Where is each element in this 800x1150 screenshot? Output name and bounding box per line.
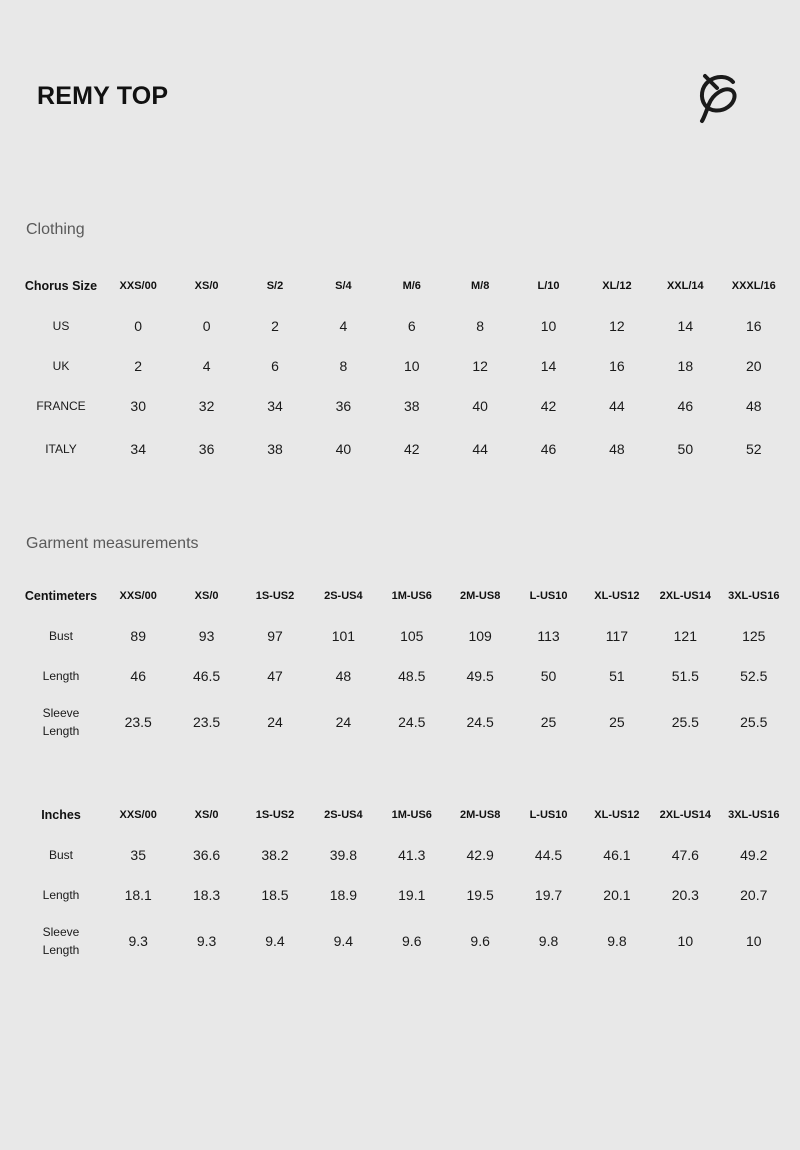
table-cell: 18.9 (329, 887, 357, 903)
table-cell: 42 (403, 441, 420, 457)
column-header: M/8 (470, 280, 490, 292)
table-cell: 47 (267, 668, 283, 684)
table-cell: 50 (677, 441, 694, 457)
column-header: XXS/00 (119, 809, 157, 821)
table-cell: 40 (472, 398, 488, 414)
table-cell: 101 (331, 628, 356, 644)
table-cell: 32 (198, 398, 215, 414)
row-label: FRANCE (36, 399, 86, 413)
column-header: 2XL-US14 (659, 809, 711, 821)
table-cell: 10 (745, 933, 762, 949)
column-header: S/2 (266, 280, 284, 292)
table-cell: 42.9 (466, 847, 494, 863)
table-row (18, 306, 788, 346)
column-header: L-US10 (529, 590, 568, 602)
table-cell: 105 (400, 628, 424, 644)
column-header: 2XL-US14 (659, 590, 711, 602)
table-row (18, 875, 788, 915)
table-header-row (18, 266, 788, 306)
page-title: REMY TOP (37, 82, 169, 110)
row-label: US (52, 319, 70, 333)
table-cell: 48 (745, 398, 762, 414)
table-cell: 46 (130, 668, 146, 684)
row-label-line: Sleeve (42, 706, 80, 720)
table-cell: 18.1 (124, 887, 152, 903)
column-header: XXS/00 (119, 590, 157, 602)
table-cell: 44 (472, 441, 488, 457)
table-cell: 14 (677, 318, 694, 334)
table-cell: 19.5 (466, 887, 494, 903)
table-cell: 46 (677, 398, 694, 414)
row-label: ITALY (45, 442, 77, 456)
table-cell: 9.4 (265, 933, 285, 949)
table-cell: 89 (130, 628, 146, 644)
column-header: Centimeters (24, 589, 98, 603)
column-header: XXL/14 (666, 280, 704, 292)
row-label: Bust (48, 848, 73, 862)
chorus-logo-icon (695, 72, 745, 124)
table-cell: 24.5 (398, 714, 426, 730)
table-cell: 42 (540, 398, 557, 414)
table-cell: 18 (677, 358, 694, 374)
table-cell: 30 (130, 398, 146, 414)
table-cell: 38 (267, 441, 283, 457)
column-header: Chorus Size (24, 279, 98, 293)
table-cell: 14 (540, 358, 557, 374)
table-cell: 0 (134, 318, 143, 334)
table-row (18, 346, 788, 386)
column-header: 2M-US8 (459, 809, 501, 821)
column-header: XL/12 (602, 280, 632, 292)
table-cell: 20.3 (671, 887, 699, 903)
table-cell: 0 (202, 318, 211, 334)
column-header: 3XL-US16 (728, 590, 780, 602)
garment-section-title: Garment measurements (26, 535, 199, 552)
table-cell: 12 (472, 358, 488, 374)
row-label (18, 915, 104, 967)
table-cell: 25.5 (671, 714, 699, 730)
row-label: UK (52, 359, 70, 373)
table-cell: 19.1 (398, 887, 426, 903)
table-cell: 10 (677, 933, 694, 949)
table-cell: 2 (271, 318, 279, 334)
table-cell: 24 (335, 714, 352, 730)
column-header: Inches (41, 808, 81, 822)
table-cell: 25 (540, 714, 557, 730)
table-cell: 10 (403, 358, 420, 374)
table-cell: 18.3 (192, 887, 221, 903)
table-cell: 4 (202, 358, 211, 374)
table-cell: 48 (335, 668, 352, 684)
table-cell: 48.5 (398, 668, 426, 684)
clothing-size-table (18, 266, 788, 472)
column-header: M/6 (402, 280, 421, 292)
table-cell: 51.5 (671, 668, 699, 684)
table-cell: 44.5 (534, 847, 563, 863)
row-label: Length (42, 888, 80, 902)
table-cell: 18.5 (261, 887, 289, 903)
table-cell: 93 (198, 628, 215, 644)
table-cell: 9.3 (196, 933, 217, 949)
table-cell: 20.7 (740, 887, 768, 903)
table-cell: 23.5 (192, 714, 221, 730)
column-header: 1S-US2 (255, 590, 295, 602)
table-cell: 9.6 (470, 933, 490, 949)
table-cell: 125 (742, 628, 766, 644)
table-cell: 39.8 (329, 847, 357, 863)
table-cell: 113 (537, 628, 560, 644)
table-cell: 49.5 (466, 668, 494, 684)
table-cell: 46 (540, 441, 557, 457)
table-cell: 23.5 (124, 714, 152, 730)
column-header: XL-US12 (594, 809, 640, 821)
column-header: 2M-US8 (459, 590, 501, 602)
table-row (18, 616, 788, 656)
table-cell: 38 (403, 398, 420, 414)
clothing-section-title: Clothing (26, 221, 85, 238)
column-header: XXS/00 (119, 280, 157, 292)
table-cell: 40 (335, 441, 352, 457)
column-header: S/4 (335, 280, 352, 292)
table-cell: 44 (609, 398, 625, 414)
table-cell: 117 (605, 628, 629, 644)
table-cell: 35 (130, 847, 146, 863)
table-cell: 36 (335, 398, 352, 414)
table-cell: 9.6 (402, 933, 422, 949)
table-cell: 51 (609, 668, 625, 684)
column-header: L-US10 (529, 809, 568, 821)
table-row (18, 426, 788, 472)
table-cell: 9.4 (333, 933, 354, 949)
column-header: XL-US12 (594, 590, 640, 602)
table-row (18, 696, 788, 748)
table-cell: 36.6 (192, 847, 221, 863)
table-cell: 10 (540, 318, 557, 334)
row-label: Length (42, 669, 80, 683)
table-cell: 50 (540, 668, 557, 684)
table-header-row (18, 795, 788, 835)
table-cell: 52.5 (740, 668, 768, 684)
table-cell: 8 (476, 318, 485, 334)
table-row (18, 386, 788, 426)
table-cell: 46.1 (603, 847, 631, 863)
table-header-row (18, 576, 788, 616)
table-cell: 25.5 (740, 714, 768, 730)
table-cell: 19.7 (534, 887, 563, 903)
table-cell: 16 (609, 358, 625, 374)
table-cell: 24 (267, 714, 283, 730)
table-cell: 8 (339, 358, 348, 374)
table-cell: 20.1 (603, 887, 631, 903)
table-cell: 2 (134, 358, 143, 374)
table-cell: 46.5 (192, 668, 221, 684)
inches-table (18, 795, 788, 967)
table-cell: 20 (745, 358, 762, 374)
table-cell: 16 (745, 318, 762, 334)
table-cell: 48 (609, 441, 625, 457)
column-header: 2S-US4 (324, 809, 363, 821)
table-cell: 6 (407, 318, 416, 334)
column-header: XXXL/16 (731, 280, 776, 292)
column-header: 1M-US6 (391, 590, 432, 602)
table-cell: 41.3 (398, 847, 426, 863)
table-cell: 12 (609, 318, 625, 334)
table-row (18, 835, 788, 875)
table-cell: 36 (198, 441, 215, 457)
table-cell: 9.8 (607, 933, 627, 949)
table-cell: 109 (468, 628, 492, 644)
column-header: 3XL-US16 (728, 809, 780, 821)
table-cell: 6 (271, 358, 279, 374)
column-header: 2S-US4 (324, 590, 363, 602)
row-label-line: Length (42, 943, 80, 957)
column-header: 1S-US2 (255, 809, 295, 821)
column-header: XS/0 (194, 590, 219, 602)
table-cell: 52 (745, 441, 762, 457)
column-header: 1M-US6 (391, 809, 432, 821)
table-cell: 47.6 (671, 847, 699, 863)
column-header: XS/0 (194, 809, 219, 821)
table-cell: 49.2 (740, 847, 768, 863)
centimeters-table (18, 576, 788, 748)
column-header: L/10 (537, 280, 560, 292)
row-label-line: Sleeve (42, 925, 80, 939)
table-cell: 9.3 (128, 933, 148, 949)
table-cell: 9.8 (538, 933, 559, 949)
table-cell: 121 (673, 628, 697, 644)
row-label: Bust (48, 629, 73, 643)
table-row (18, 915, 788, 967)
column-header: XS/0 (194, 280, 219, 292)
table-row (18, 656, 788, 696)
table-cell: 34 (130, 441, 146, 457)
table-cell: 34 (267, 398, 283, 414)
table-cell: 25 (609, 714, 625, 730)
row-label (18, 696, 104, 748)
table-cell: 24.5 (466, 714, 494, 730)
row-label-line: Length (42, 724, 80, 738)
table-cell: 97 (267, 628, 283, 644)
table-cell: 4 (339, 318, 348, 334)
table-cell: 38.2 (261, 847, 289, 863)
